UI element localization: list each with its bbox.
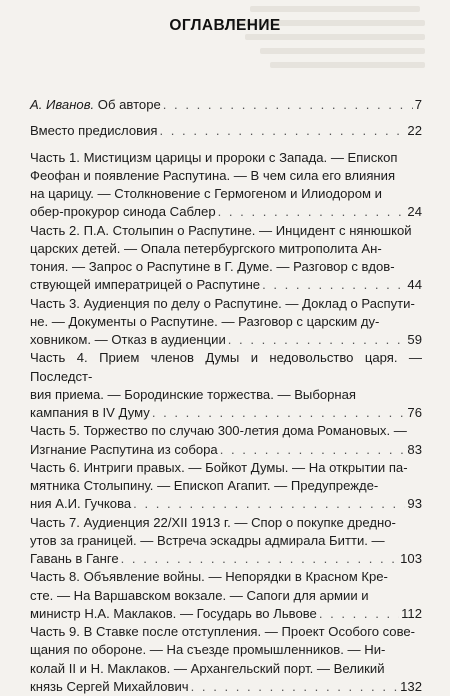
toc-entry-line: Часть 5. Торжество по случаю 300-летия дома Романовых. — — [30, 423, 407, 439]
toc-entry-part-4 — [30, 349, 422, 422]
toc-entry-line: царских детей. — Опала петербургского митрополита Ан- — [30, 240, 382, 256]
toc-entry-line: обер-прокурор синода Саблер — [30, 204, 216, 220]
toc-entry-line: князь Сергей Михайлович — [30, 678, 189, 694]
toc-entry-preface — [30, 122, 422, 140]
toc-entry-line: ния А.И. Гучкова — [30, 496, 132, 512]
toc-page-number: 59 — [407, 332, 422, 347]
toc-entry-part-7 — [30, 514, 422, 569]
toc-entry-line: Часть 2. П.А. Столыпин о Распутине. — Инцидент с нянюшкой — [30, 222, 412, 238]
toc-entry-part-2 — [30, 222, 422, 295]
toc-entry-title: Вместо предисловия — [30, 123, 158, 139]
toc-entry-part-9 — [30, 623, 422, 696]
toc-entry-line: мятника Столыпину. — Епископ Агапит. — Предупрежде- — [30, 478, 379, 493]
toc-entry-about-author — [30, 96, 422, 114]
toc-entry-line: кампания в IV Думу — [30, 405, 150, 420]
leader-dots — [228, 331, 406, 349]
toc-entry-line: на царицу. — Столкновение с Гермогеном и Илиодором и — [30, 186, 382, 201]
toc-entry-line: Часть 8. Объявление войны. — Непорядки в Красном Кре- — [30, 569, 388, 585]
toc-entry-line: Часть 4. Прием членов Думы и недовольство царя. — Последст- — [30, 350, 422, 384]
toc-entry-line: сте. — На Варшавском вокзале. — Сапоги для армии и — [30, 587, 369, 603]
toc-page-number: 112 — [401, 605, 422, 621]
toc-page-number: 44 — [407, 277, 422, 293]
toc-entry-line: Феофан и появление Распутина. — В чем сила его влияния — [30, 167, 396, 183]
toc-entry-part-6 — [30, 459, 422, 514]
leader-dots — [163, 96, 413, 114]
toc-entry-line: утов за границей. — Встреча эскадры адмирала Битти. — — [30, 532, 385, 548]
toc-entry-line: Часть 7. Аудиенция 22/XII 1913 г. — Спор о покупке дредно- — [30, 514, 396, 530]
toc-page-number: 24 — [407, 204, 422, 220]
table-of-contents — [30, 96, 422, 696]
leader-dots — [133, 495, 405, 513]
toc-entry-part-3 — [30, 295, 422, 350]
toc-entry-line: тония. — Запрос о Распутине в Г. Думе. — Разговор с вдов- — [30, 259, 395, 274]
toc-page-number: 103 — [400, 551, 422, 566]
toc-page-number: 76 — [407, 405, 422, 420]
toc-entry-line: ствующей императрицей о Распутине — [30, 277, 261, 293]
bleed-through-text — [0, 0, 450, 70]
leader-dots — [218, 203, 406, 221]
toc-entry-title: Об авторе — [94, 97, 161, 112]
toc-entry-line: колай II и Н. Маклаков. — Архангельский порт. — Великий — [30, 660, 385, 676]
toc-entry-line: Часть 1. Мистицизм царицы и пророки с Запада. — Епископ — [30, 149, 398, 165]
toc-entry-part-5 — [30, 422, 422, 459]
leader-dots — [220, 441, 406, 459]
toc-page-number: 22 — [407, 123, 422, 139]
leader-dots — [152, 404, 406, 422]
leader-dots — [262, 276, 405, 294]
toc-page-number: 7 — [414, 97, 422, 112]
toc-entry-line: не. — Документы о Распутине. — Разговор с царским ду- — [30, 313, 380, 329]
toc-entry-line: Гавань в Ганге — [30, 551, 119, 566]
toc-entry-part-8 — [30, 568, 422, 623]
toc-entry-line: Часть 9. В Ставке после отступления. — Проект Особого сове- — [30, 624, 416, 639]
toc-entry-line: министр Н.А. Маклаков. — Государь во Львове — [30, 605, 317, 621]
page-title: ОГЛАВЛЕНИЕ — [169, 17, 281, 34]
toc-entry-line: Часть 3. Аудиенция по делу о Распутине. — Доклад о Распути- — [30, 295, 415, 311]
leader-dots — [160, 122, 406, 140]
toc-entry-part-1 — [30, 149, 422, 222]
leader-dots — [191, 678, 399, 696]
toc-page-number: 93 — [407, 496, 422, 512]
toc-entry-line: Изгнание Распутина из собора — [30, 441, 218, 457]
toc-entry-line: ховником. — Отказ в аудиенции — [30, 332, 226, 347]
toc-entry-line: вия приема. — Бородинские торжества. — Выборная — [30, 386, 357, 402]
toc-page-number: 83 — [407, 441, 422, 457]
toc-author: А. Иванов. — [30, 97, 95, 112]
toc-entry-line: щания по обороне. — На съезде промышленников. — Ни- — [30, 642, 386, 658]
leader-dots — [319, 605, 399, 623]
leader-dots — [121, 550, 398, 568]
toc-page-number: 132 — [400, 678, 422, 694]
toc-entry-line: Часть 6. Интриги правых. — Бойкот Думы. — На открытии па- — [30, 459, 408, 475]
